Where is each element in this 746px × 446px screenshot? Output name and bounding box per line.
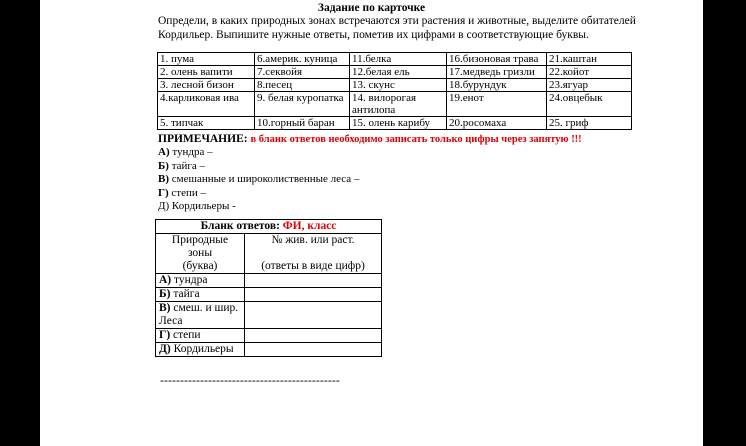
- table-cell: 12.белая ель: [350, 66, 447, 79]
- zones-list: [158, 146, 359, 214]
- note-text: в бланк ответов необходимо записать только цифры через запятую !!!: [250, 134, 582, 145]
- note-label: ПРИМЕЧАНИЕ:: [158, 133, 248, 145]
- table-row: [156, 288, 382, 302]
- zone-letter: Д): [159, 343, 171, 355]
- list-item: [158, 200, 359, 214]
- zone-text: тайга: [170, 288, 200, 300]
- answer-form-title: [156, 220, 382, 234]
- zone-text: смеш. и шир. Леса: [159, 302, 239, 327]
- table-cell: 16.бизоновая трава: [447, 53, 547, 66]
- table-cell: 8.песец: [255, 79, 350, 92]
- table-cell: 6.америк. куница: [255, 53, 350, 66]
- header-spacer: [248, 247, 378, 260]
- zone-letter: А): [158, 146, 170, 158]
- table-cell: 5. типчак: [158, 117, 255, 130]
- table-row: [158, 92, 632, 117]
- table-row: [158, 66, 632, 79]
- table-row: [158, 117, 632, 130]
- header-line: (ответы в виде цифр): [261, 260, 365, 272]
- zone-cell: [156, 274, 245, 288]
- zone-cell: [156, 343, 245, 357]
- header-line: зоны: [187, 247, 213, 259]
- answer-cell[interactable]: [245, 302, 382, 329]
- zone-letter: Б): [159, 288, 171, 300]
- answer-form-title-text: Бланк ответов:: [200, 220, 283, 232]
- table-cell: 23.ягуар: [547, 79, 632, 92]
- zone-text: тайга –: [168, 159, 206, 172]
- answer-form-title-red: ФИ, класс: [282, 220, 337, 232]
- list-item: [158, 187, 359, 201]
- header-line: (буква): [182, 260, 218, 272]
- table-cell: 9. белая куропатка: [255, 92, 350, 117]
- zone-letter: Д): [158, 200, 170, 212]
- table-cell: 22.койот: [547, 66, 632, 79]
- zone-letter: В): [158, 173, 169, 185]
- table-cell: 10.горный баран: [255, 117, 350, 130]
- zone-text: тундра –: [169, 146, 213, 158]
- table-row: [156, 234, 382, 274]
- table-cell: 4.карликовая ива: [158, 92, 255, 117]
- table-row: [156, 343, 382, 357]
- zone-letter: А): [159, 274, 172, 286]
- zone-cell: [156, 329, 245, 343]
- zone-text: смешанные и широколиственные леса –: [169, 173, 360, 185]
- table-cell: 17.медведь гризли: [447, 66, 547, 79]
- signature-line: ---------------------------------------------: [160, 373, 340, 387]
- zone-letter: Г): [158, 186, 169, 199]
- table-cell: 7.секвойя: [255, 66, 350, 79]
- table-cell: 24.овцебык: [547, 92, 632, 117]
- table-cell: 1. пума: [158, 53, 255, 66]
- table-cell: 15. олень карибу: [350, 117, 447, 130]
- table-cell: 18.бурундук: [447, 79, 547, 92]
- column-header-answers: [245, 234, 382, 274]
- task-instructions: Определи, в каких природных зонах встречаются эти растения и животные, выделите обитателей Кордильер. Выпишите нужные ответы, пометив их цифрами в соответствующие буквы.: [158, 15, 636, 41]
- table-row: [156, 329, 382, 343]
- table-cell: 25. гриф: [547, 117, 632, 130]
- table-row: [156, 220, 382, 234]
- page-title: Задание по карточке: [317, 2, 426, 14]
- table-row: [158, 53, 632, 66]
- table-row: [156, 274, 382, 288]
- zone-letter: Г): [159, 329, 171, 341]
- table-cell: 14. вилорогая антилопа: [350, 92, 447, 117]
- table-row: [158, 79, 632, 92]
- zone-cell: [156, 302, 245, 329]
- answer-cell[interactable]: [245, 343, 382, 357]
- table-cell: 19.енот: [447, 92, 547, 117]
- list-item: [158, 146, 359, 160]
- table-cell: 20.росомаха: [447, 117, 547, 130]
- document-page: [40, 0, 703, 446]
- table-row: [156, 302, 382, 329]
- plants-animals-table: [157, 52, 632, 130]
- header-line: № жив. или раст.: [271, 234, 355, 246]
- table-cell: 2. олень вапити: [158, 66, 255, 79]
- zone-letter: В): [159, 302, 171, 314]
- zone-cell: [156, 288, 245, 302]
- table-cell: 3. лесной бизон: [158, 79, 255, 92]
- answer-form-table: [155, 219, 382, 357]
- zone-text: Кордильеры: [170, 343, 234, 355]
- answer-cell[interactable]: [245, 274, 382, 288]
- zone-text: Кордильеры -: [169, 200, 236, 212]
- table-cell: 21.каштан: [547, 53, 632, 66]
- note: [158, 133, 698, 146]
- zone-text: степи: [170, 329, 201, 341]
- list-item: [158, 173, 359, 187]
- answer-cell[interactable]: [245, 329, 382, 343]
- answer-cell[interactable]: [245, 288, 382, 302]
- zone-letter: Б): [158, 159, 169, 172]
- column-header-zones: [156, 234, 245, 274]
- table-cell: 11.белка: [350, 53, 447, 66]
- table-cell: 13. скунс: [350, 79, 447, 92]
- zone-text: степи –: [168, 186, 207, 199]
- zone-text: тундра: [171, 274, 208, 286]
- header-line: Природные: [171, 234, 229, 246]
- list-item: [158, 160, 359, 174]
